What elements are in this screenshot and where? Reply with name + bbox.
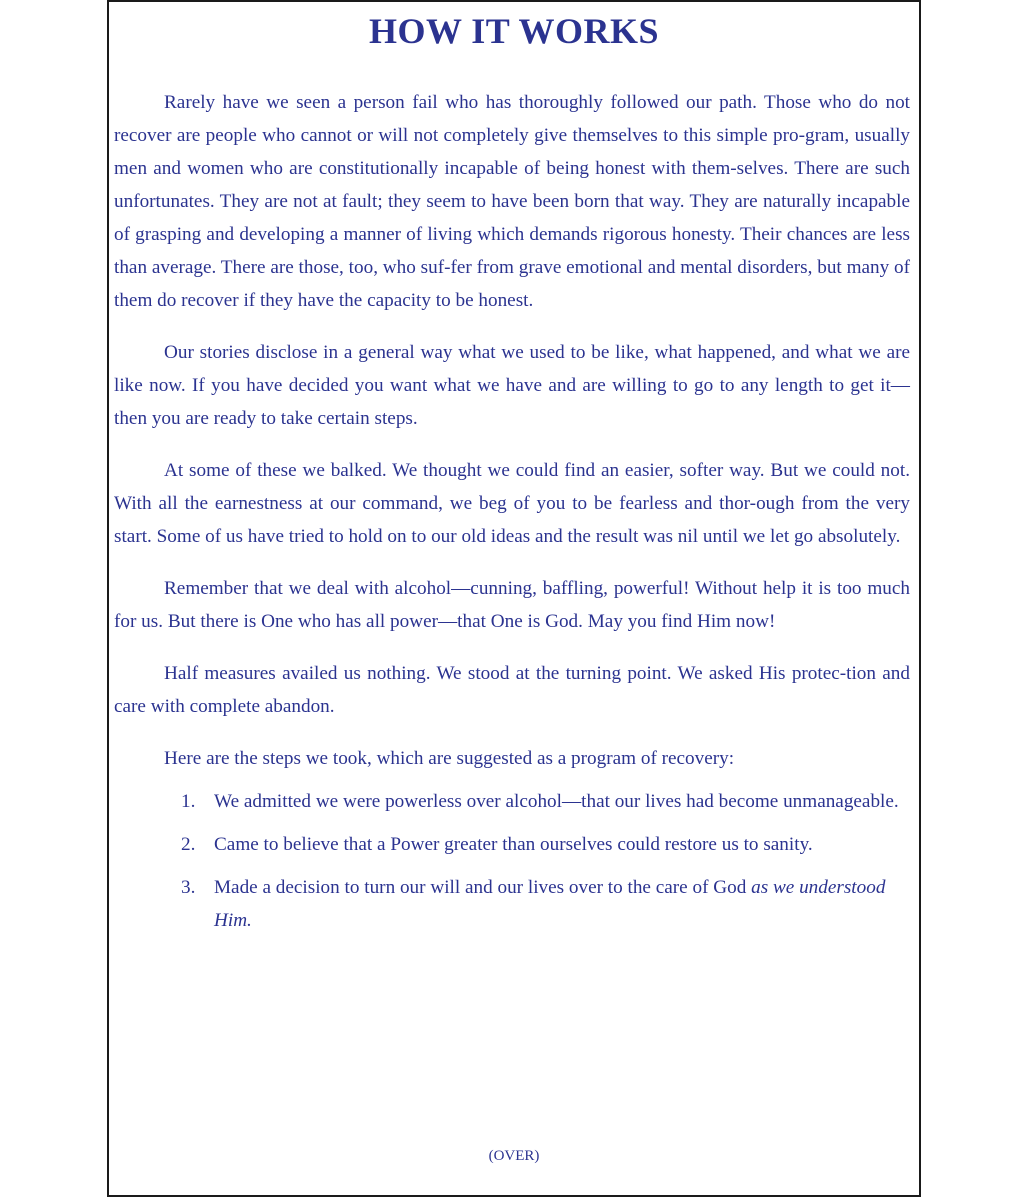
paragraph-5: Half measures availed us nothing. We stood at the turning point. We asked His protec-tion and care with complete abandon. (114, 663, 910, 717)
paragraph-3: At some of these we balked. We thought we could find an easier, softer way. But we could not. With all the earnestness at our command, we beg of you to be fearless and thor-ough from the very start. Some of us have tried to hold on to our old ideas and the result was nil until we let go absolutely. (114, 460, 910, 547)
page-title: HOW IT WORKS (368, 11, 660, 51)
step-number: 3. (181, 877, 196, 898)
step-text: We admitted we were powerless over alcohol—that our lives had become unmanageable. (214, 791, 899, 812)
step-number: 1. (181, 791, 196, 812)
paragraph-2: Our stories disclose in a general way what we used to be like, what happened, and what we are like now. If you have decided you want what we have and are willing to go to any length to get it—then you are ready to take certain steps. (114, 342, 910, 429)
steps-intro: Here are the steps we took, which are suggested as a program of recovery: (164, 748, 735, 769)
step-item-2 (114, 828, 910, 861)
paragraph-4: Remember that we deal with alcohol—cunning, baffling, powerful! Without help it is too much for us. But there is One who has all power—that One is God. May you find Him now! (114, 578, 910, 632)
paragraph-1: Rarely have we seen a person fail who has thoroughly followed our path. Those who do not recover are people who cannot or will not completely give themselves to this simple pro-gram, usually men and women who are constitutionally incapable of being honest with them-selves. There are such unfortunates. They are not at fault; they seem to have been born that way. They are naturally incapable of grasping and developing a manner of living which demands rigorous honesty. Their chances are less than average. There are those, too, who suf-fer from grave emotional and mental disorders, but many of them do recover if they have the capacity to be honest. (114, 92, 910, 311)
body-text (114, 86, 910, 947)
step-item-3 (114, 871, 910, 937)
steps-list (114, 785, 910, 937)
over-label: (OVER) (488, 1148, 540, 1164)
step-text: Came to believe that a Power greater than ourselves could restore us to sanity. (214, 834, 813, 855)
step-emphasis: as we understood Him. (214, 877, 886, 931)
document-card (107, 0, 921, 1197)
step-text: Made a decision to turn our will and our lives over to the care of God (214, 877, 752, 898)
step-item-1 (114, 785, 910, 818)
step-number: 2. (181, 834, 196, 855)
